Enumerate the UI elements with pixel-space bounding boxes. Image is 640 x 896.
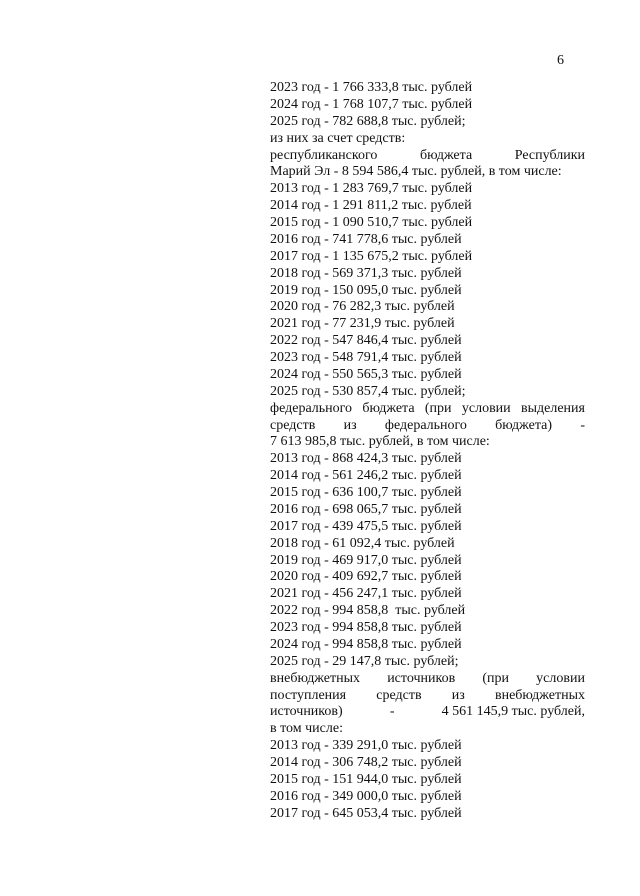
year-line: 2023 год - 548 791,4 тыс. рублей [270,350,462,365]
year-line: 2017 год - 439 475,5 тыс. рублей [270,518,462,534]
heading-word: федерального [384,417,467,433]
year-line: 2013 год - 868 424,3 тыс. рублей [270,451,462,467]
text-line: 2025 год - 782 688,8 тыс. рублей; [270,113,466,129]
year-line: 2014 год - 561 246,2 тыс. рублей [270,468,462,484]
year-line: 2025 год - 530 857,4 тыс. рублей; [270,383,466,399]
year-line: 2021 год - 77 231,9 тыс. рублей [270,316,455,332]
heading-word: бюджета) [495,417,553,433]
heading-word: выделения [521,400,585,416]
heading-word: (при [482,670,510,686]
year-line: 2018 год - 61 092,4 тыс. рублей [270,535,455,551]
year-line: 2024 год - 994 858,8 тыс. рублей [270,636,462,652]
heading-word: источников [387,670,456,686]
republican-total-line: Марий Эл - 8 594 586,4 тыс. рублей, в том числе: [270,164,562,180]
year-line: 2019 год - 469 917,0 тыс. рублей [270,552,462,568]
heading-word: (при [424,400,452,416]
extra-total-line: в том числе: [270,721,343,737]
year-line: 2024 год - 550 565,3 тыс. рублей [270,366,462,382]
year-line: 2020 год - 76 282,3 тыс. рублей [270,299,455,315]
heading-word: - [580,417,585,433]
text-line: 2024 год - 1 768 107,7 тыс. рублей [270,96,473,112]
funding-text [270,80,585,823]
heading-word: внебюджетных [494,687,585,703]
republican-heading-line [270,148,585,165]
year-line: 2016 год - 741 778,6 тыс. рублей [270,231,462,247]
heading-word: поступления [270,687,347,703]
extra-heading-line [270,688,585,705]
heading-word: - [389,704,395,720]
year-line: 2013 год - 339 291,0 тыс. рублей [270,738,462,754]
heading-word: бюджета [362,400,415,416]
extra-heading-line [270,704,585,721]
year-line: 2015 год - 1 090 510,7 тыс. рублей [270,215,473,230]
year-line: 2017 год - 645 053,4 тыс. рублей [270,805,462,821]
heading-word: условии [461,400,511,416]
heading-word: Республики [514,147,585,163]
text-line: 2023 год - 1 766 333,8 тыс. рублей [270,80,473,95]
year-line: 2015 год - 151 944,0 тыс. рублей [270,771,462,787]
federal-heading-line [270,401,585,418]
year-line: 2019 год - 150 095,0 тыс. рублей [270,282,462,298]
year-line: 2017 год - 1 135 675,2 тыс. рублей [270,248,473,264]
extra-heading-line [270,671,585,688]
year-line: 2013 год - 1 283 769,7 тыс. рублей [270,181,473,197]
federal-total-line: 7 613 985,8 тыс. рублей, в том числе: [270,434,490,450]
heading-word: внебюджетных [270,670,361,686]
federal-heading-line [270,418,585,435]
heading-word: из [343,417,357,433]
year-line: 2021 год - 456 247,1 тыс. рублей [270,586,462,602]
year-line: 2018 год - 569 371,3 тыс. рублей [270,265,462,281]
heading-word: республиканского [270,147,378,163]
heading-word: из [451,687,465,703]
heading-word: средств [270,417,316,433]
text-line: из них за счет средств: [270,130,406,146]
heading-word: федерального [270,400,353,416]
heading-word: условии [536,670,585,686]
heading-word: 4 561 145,9 тыс. рублей, [441,704,585,720]
year-line: 2023 год - 994 858,8 тыс. рублей [270,620,462,635]
year-line: 2014 год - 306 748,2 тыс. рублей [270,755,462,770]
year-line: 2020 год - 409 692,7 тыс. рублей [270,569,462,585]
year-line: 2016 год - 349 000,0 тыс. рублей [270,788,462,804]
year-line: 2015 год - 636 100,7 тыс. рублей [270,485,462,500]
year-line: 2022 год - 547 846,4 тыс. рублей [270,333,462,349]
heading-word: средств [376,687,422,703]
year-line: 2016 год - 698 065,7 тыс. рублей [270,501,462,517]
year-line: 2025 год - 29 147,8 тыс. рублей; [270,653,459,669]
year-line: 2022 год - 994 858,8 тыс. рублей [270,603,466,619]
page-number: 6 [557,53,564,68]
heading-word: бюджета [419,147,473,163]
heading-word: источников) [270,704,343,720]
year-line: 2014 год - 1 291 811,2 тыс. рублей [270,198,472,214]
